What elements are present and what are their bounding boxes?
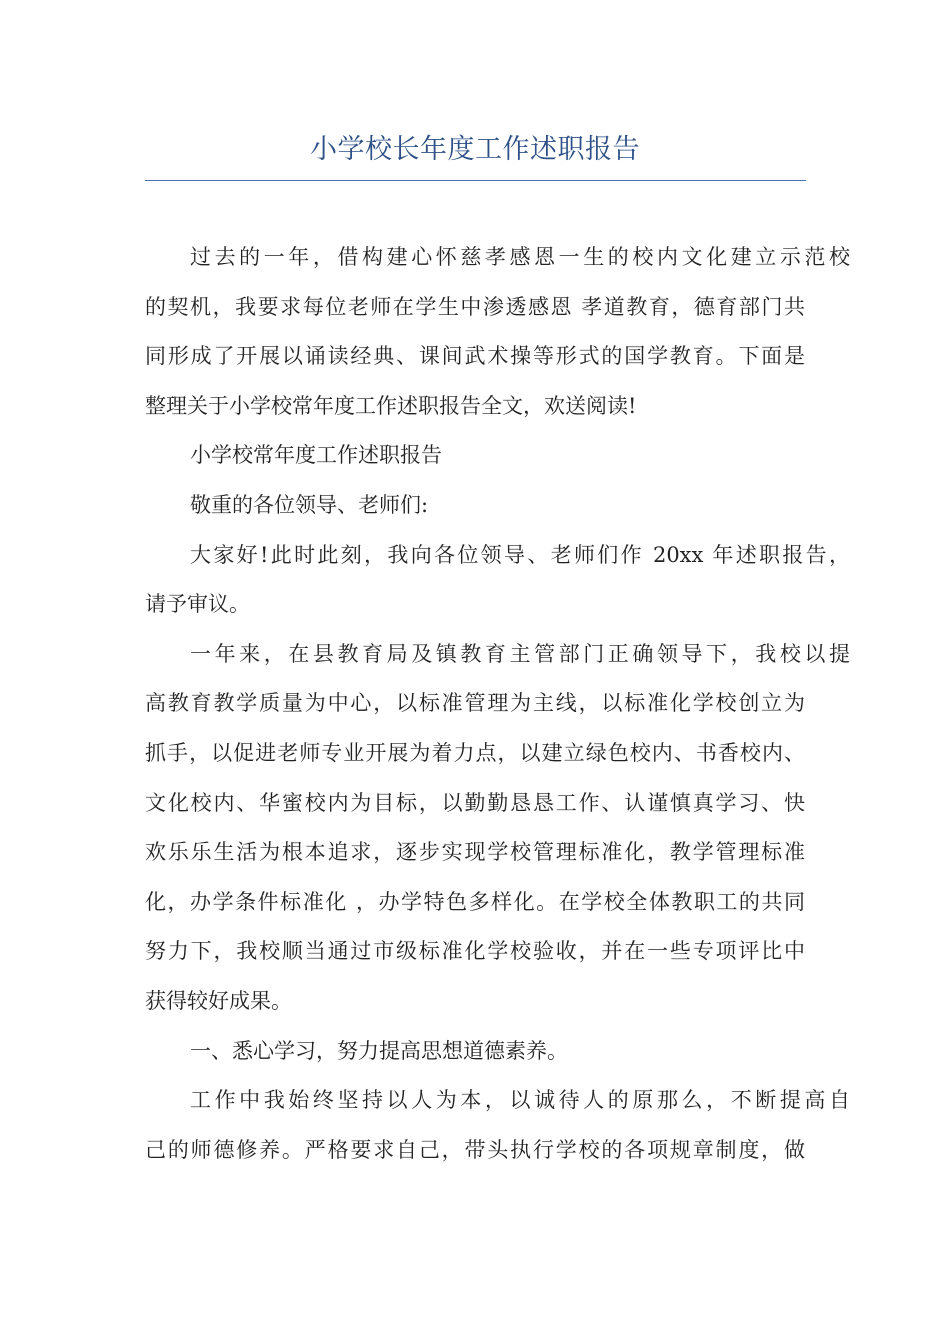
paragraph-line: 工作中我始终坚持以人为本，以诚待人的原那么，不断提高自 [190, 1088, 850, 1113]
paragraph-line: 整理关于小学校常年度工作述职报告全文，欢送阅读! [145, 393, 637, 418]
paragraph-line: 己的师德修养。严格要求自己，带头执行学校的各项规章制度，做 [145, 1137, 805, 1162]
paragraph-line: 一、悉心学习，努力提高思想道德素养。 [190, 1038, 568, 1063]
paragraph-line: 高教育教学质量为中心，以标准管理为主线，以标准化学校创立为 [145, 691, 805, 716]
paragraph-line: 大家好!此时此刻，我向各位领导、老师们作 20xx 年述职报告， [190, 542, 850, 567]
paragraph-line: 一年来，在县教育局及镇教育主管部门正确领导下，我校以提 [190, 641, 850, 666]
paragraph-line: 的契机，我要求每位老师在学生中渗透感恩 孝道教育，德育部门共 [145, 294, 805, 319]
paragraph-line: 小学校常年度工作述职报告 [190, 443, 442, 468]
paragraph-line: 努力下，我校顺当通过市级标准化学校验收，并在一些专项评比中 [145, 939, 805, 964]
paragraph-line: 文化校内、华蜜校内为目标，以勤勤恳恳工作、认谨慎真学习、快 [145, 790, 805, 815]
paragraph-line: 过去的一年，借构建心怀慈孝感恩一生的校内文化建立示范校 [190, 245, 850, 269]
document-title: 小学校长年度工作述职报告 [310, 134, 640, 165]
document-body [145, 233, 850, 1175]
paragraph-line: 抓手，以促进老师专业开展为着力点，以建立绿色校内、书香校内、 [145, 740, 805, 765]
paragraph-line: 敬重的各位领导、老师们: [190, 492, 429, 517]
paragraph-line: 化，办学条件标准化 ，办学特色多样化。在学校全体教职工的共同 [145, 889, 805, 914]
paragraph-line: 欢乐乐生活为根本追求，逐步实现学校管理标准化，教学管理标准 [145, 840, 805, 865]
paragraph-line: 获得较好成果。 [145, 988, 292, 1013]
paragraph-line: 请予审议。 [145, 592, 250, 617]
paragraph-line: 同形成了开展以诵读经典、课间武术操等形式的国学教育。下面是 [145, 344, 805, 369]
title-underline [145, 180, 806, 181]
